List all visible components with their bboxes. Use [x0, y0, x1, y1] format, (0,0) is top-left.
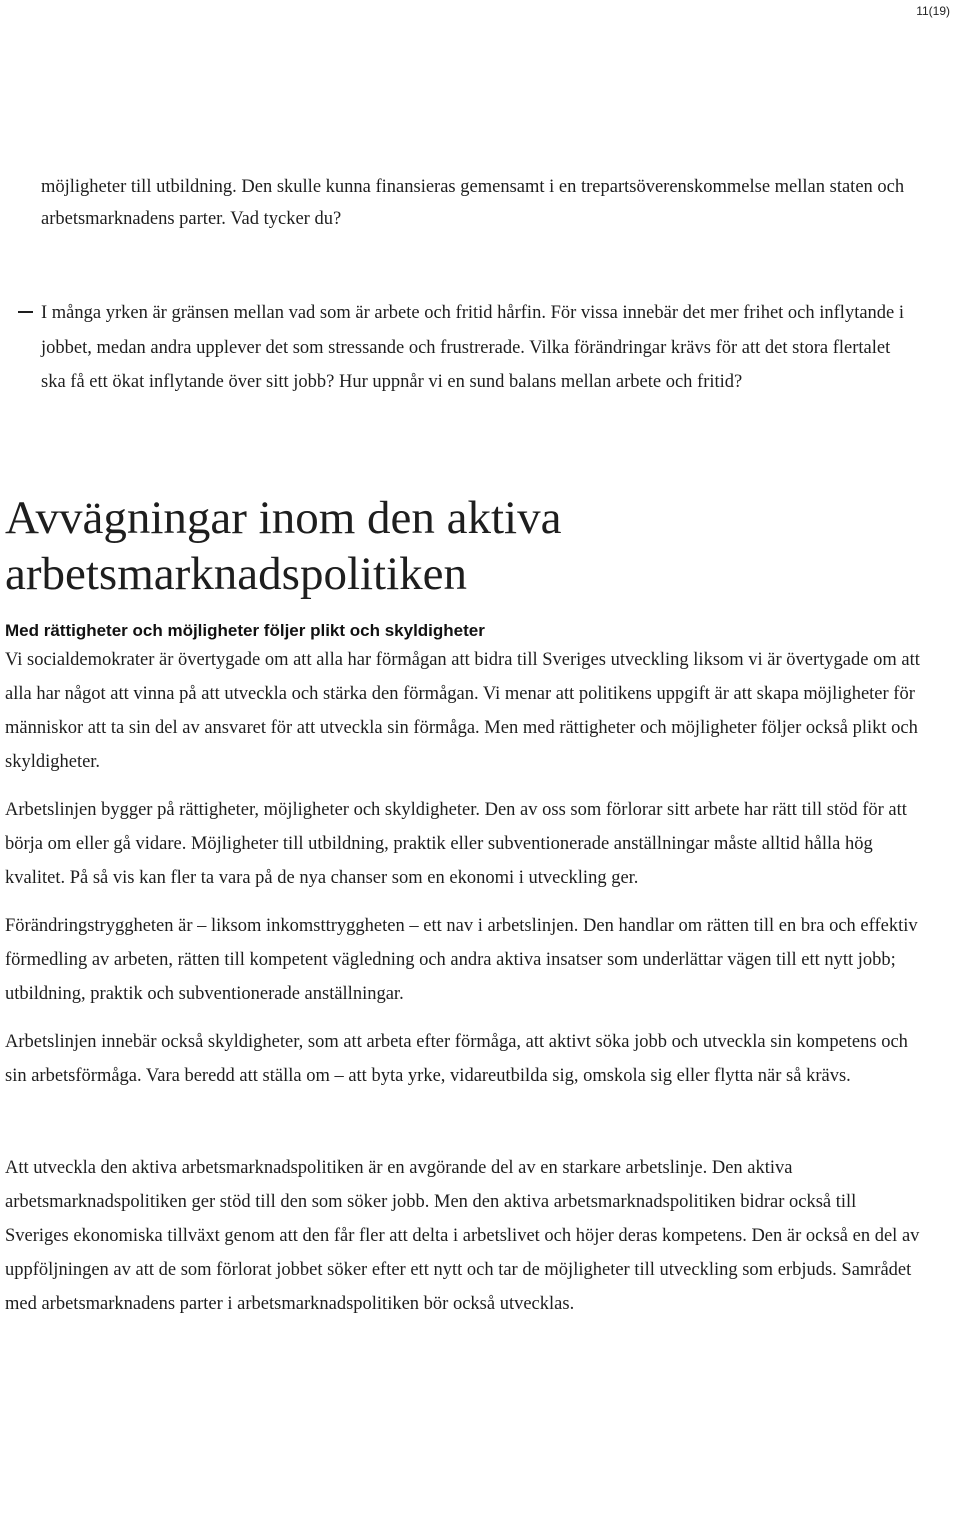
body-paragraph: Arbetslinjen bygger på rättigheter, möjligheter och skyldigheter. Den av oss som förlorar sitt arbete har rätt till stöd för att börja om eller gå vidare. Möjligheter till utbildning, praktik eller subventionerade anställningar måste alltid hålla hög kvalitet. På så vis kan fler ta vara på de nya chanser som en ekonomi i utveckling ger.	[5, 800, 907, 888]
body-paragraph: Arbetslinjen innebär också skyldigheter, som att arbeta efter förmåga, att aktivt söka jobb och utveckla sin kompetens och sin arbetsförmåga. Vara beredd att ställa om – att byta yrke, vidareutbilda sig, omskola sig eller flytta när så krävs.	[5, 1032, 908, 1086]
section-active-labour-market-policy	[5, 490, 920, 1321]
body-paragraph: Vi socialdemokrater är övertygade om att alla har förmågan att bidra till Sveriges utveckling liksom vi är övertygade om att alla har något att vinna på att utveckla och stärka den förmågan. Vi menar att politikens uppgift är att skapa möjligheter för människor att ta sin del av ansvaret för att utveckla sin förmåga. Men med rättigheter och möjligheter följer också plikt och skyldigheter.	[5, 650, 920, 772]
intro-paragraph: möjligheter till utbildning. Den skulle kunna finansieras gemensamt i en trepartsöverenskommelse mellan staten och arbetsmarknadens parter. Vad tycker du?	[41, 177, 905, 229]
page-number: 11(19)	[916, 4, 950, 18]
body-paragraph: Att utveckla den aktiva arbetsmarknadspolitiken är en avgörande del av en starkare arbetslinje. Den aktiva arbetsmarknadspolitiken ger stöd till den som söker jobb. Men den aktiva arbetsmarknadspolitiken bidrar också till Sveriges ekonomiska tillväxt genom att den får fler att delta i arbetslivet och höjer deras kompetens. Den är också en del av uppföljningen av att de som förlorat jobbet söker efter ett nytt och tar de möjligheter till utveckling som erbjuds. Samrådet med arbetsmarknadens parter i arbetsmarknadspolitiken bör också utvecklas.	[5, 1158, 920, 1314]
body-paragraph: Förändringstryggheten är – liksom inkomsttryggheten – ett nav i arbetslinjen. Den handlar om rätten till en bra och effektiv förmedling av arbeten, rätten till kompetent vägledning och andra aktiva insatser som underlättar vägen till ett nytt jobb; utbildning, praktik och subventionerade anställningar.	[5, 916, 918, 1004]
bullet-item	[10, 296, 910, 400]
section-subheading: Med rättigheter och möjligheter följer plikt och skyldigheter	[5, 621, 485, 640]
dash-bullet-icon	[18, 311, 33, 313]
section-heading: Avvägningar inom den aktiva arbetsmarknadspolitiken	[5, 492, 562, 600]
bullet-text: I många yrken är gränsen mellan vad som är arbete och fritid hårfin. För vissa innebär det mer frihet och inflytande i jobbet, medan andra upplever det som stressande och frustrerade. Vilka förändringar krävs för att det stora flertalet ska få ett ökat inflytande över sitt jobb? Hur uppnår vi en sund balans mellan arbete och fritid?	[41, 303, 905, 392]
